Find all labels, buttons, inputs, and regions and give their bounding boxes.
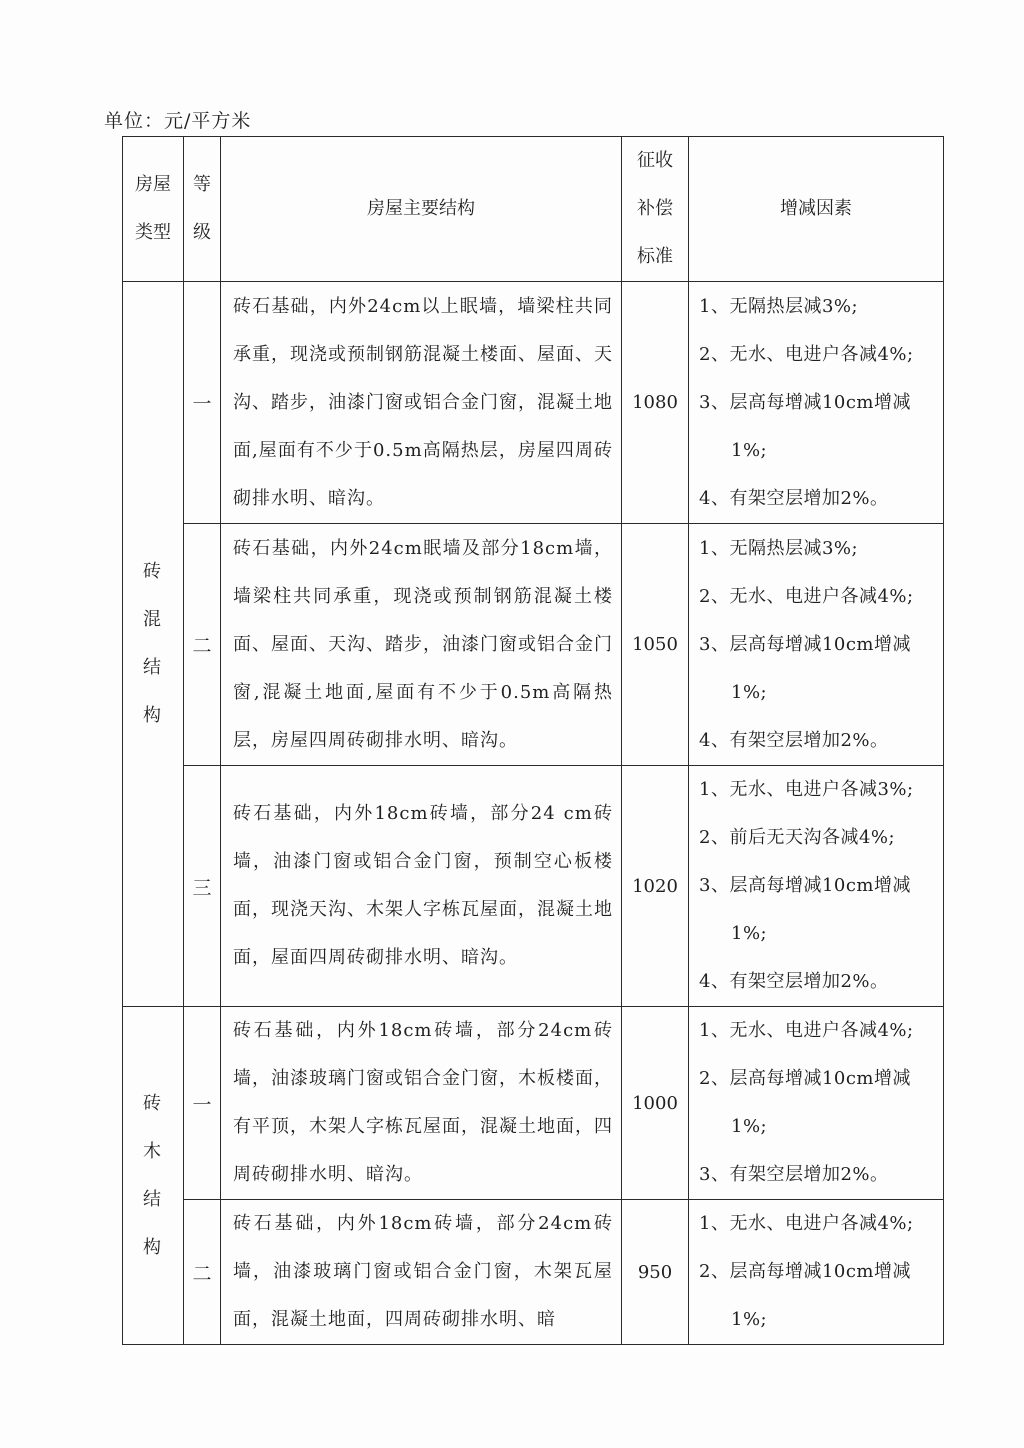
- house-type-char: 构: [143, 705, 163, 726]
- header-grade-line: 级: [193, 222, 211, 243]
- factor-item: 3、层高每增减10cm增减: [699, 391, 912, 413]
- header-factors: 增减因素: [689, 137, 944, 282]
- house-type-char: 木: [143, 1140, 163, 1162]
- factor-item: 1%;: [731, 1116, 768, 1137]
- factor-item: 1%;: [731, 923, 768, 944]
- header-house-type: [123, 137, 184, 282]
- header-grade-line: 等: [193, 174, 211, 195]
- grade-cell: 一: [184, 1007, 221, 1200]
- factor-item: 1、无隔热层减3%;: [699, 295, 859, 317]
- factor-item: 3、层高每增减10cm增减: [699, 633, 912, 655]
- table-row: [123, 524, 944, 766]
- structure-cell: 砖石基础，内外24cm以上眠墙，墙梁柱共同承重，现浇或预制钢筋混凝土楼面、屋面、天沟、踏步，油漆门窗或铝合金门窗，混凝土地面,屋面有不少于0.5m高隔热层，房屋四周砖砌排水明、暗沟。: [221, 282, 622, 524]
- factor-item: 1%;: [731, 1309, 768, 1330]
- header-grade: [184, 137, 221, 282]
- header-row: [123, 137, 944, 282]
- factor-item: 3、有架空层增加2%。: [699, 1164, 889, 1185]
- house-type-char: 砖: [143, 1092, 163, 1114]
- factor-item: 2、无水、电进户各减4%;: [699, 585, 914, 607]
- table-row: [123, 1200, 944, 1345]
- factor-item: 1、无水、电进户各减4%;: [699, 1213, 914, 1234]
- standard-cell: 1080: [622, 282, 689, 524]
- house-type-char: 结: [143, 1188, 163, 1210]
- factor-item: 2、层高每增减10cm增减: [699, 1261, 912, 1282]
- factor-item: 3、层高每增减10cm增减: [699, 875, 912, 896]
- factor-item: 1、无隔热层减3%;: [699, 537, 859, 559]
- factors-cell: [689, 766, 944, 1007]
- factors-cell: [689, 282, 944, 524]
- factor-item: 2、前后无天沟各减4%;: [699, 827, 896, 848]
- grade-cell: 二: [184, 1200, 221, 1345]
- structure-cell: 砖石基础，内外24cm眠墙及部分18cm墙，墙梁柱共同承重，现浇或预制钢筋混凝土楼面、屋面、天沟、踏步，油漆门窗或铝合金门窗,混凝土地面,屋面有不少于0.5m高隔热层，房屋四周砖砌排水明、暗沟。: [221, 524, 622, 766]
- table-row: [123, 282, 944, 524]
- house-type-cell: [123, 282, 184, 1007]
- unit-label: 单位：元/平方米: [104, 110, 252, 132]
- header-house-type-line: 类型: [135, 222, 171, 243]
- grade-cell: 三: [184, 766, 221, 1007]
- factor-item: 1%;: [731, 681, 768, 703]
- factor-item: 1%;: [731, 439, 768, 461]
- factor-item: 1、无水、电进户各减4%;: [699, 1020, 914, 1041]
- house-type-char: 混: [143, 609, 163, 630]
- header-structure: 房屋主要结构: [221, 137, 622, 282]
- factors-cell: [689, 524, 944, 766]
- header-standard-line: 标准: [637, 246, 673, 267]
- structure-cell: 砖石基础，内外18cm砖墙，部分24cm砖墙，油漆玻璃门窗或铝合金门窗，木架瓦屋面，混凝土地面，四周砖砌排水明、暗: [221, 1200, 622, 1345]
- factor-item: 4、有架空层增加2%。: [699, 729, 889, 751]
- standard-cell: 1050: [622, 524, 689, 766]
- header-standard-line: 征收: [637, 150, 673, 171]
- grade-cell: 二: [184, 524, 221, 766]
- house-type-cell: [123, 1007, 184, 1345]
- header-standard: [622, 137, 689, 282]
- house-type-char: 构: [143, 1236, 163, 1258]
- header-house-type-line: 房屋: [135, 174, 171, 195]
- header-standard-line: 补偿: [637, 198, 673, 219]
- table-row: [123, 1007, 944, 1200]
- house-type-char: 砖: [143, 561, 163, 582]
- structure-cell: 砖石基础，内外18cm砖墙，部分24cm砖墙，油漆玻璃门窗或铝合金门窗，木板楼面，有平顶，木架人字栋瓦屋面，混凝土地面，四周砖砌排水明、暗沟。: [221, 1007, 622, 1200]
- factor-item: 4、有架空层增加2%。: [699, 487, 889, 509]
- factor-item: 2、层高每增减10cm增减: [699, 1068, 912, 1089]
- factor-item: 1、无水、电进户各减3%;: [699, 779, 914, 800]
- standard-cell: 1000: [622, 1007, 689, 1200]
- factors-cell: [689, 1200, 944, 1345]
- structure-cell: 砖石基础，内外18cm砖墙，部分24 cm砖墙，油漆门窗或铝合金门窗，预制空心板楼面，现浇天沟、木架人字栋瓦屋面，混凝土地面，屋面四周砖砌排水明、暗沟。: [221, 766, 622, 1007]
- factors-cell: [689, 1007, 944, 1200]
- house-type-char: 结: [143, 657, 163, 678]
- grade-cell: 一: [184, 282, 221, 524]
- standard-cell: 1020: [622, 766, 689, 1007]
- compensation-table: [122, 136, 944, 1345]
- standard-cell: 950: [622, 1200, 689, 1345]
- factor-item: 4、有架空层增加2%。: [699, 971, 889, 992]
- factor-item: 2、无水、电进户各减4%;: [699, 343, 914, 365]
- table-row: [123, 766, 944, 1007]
